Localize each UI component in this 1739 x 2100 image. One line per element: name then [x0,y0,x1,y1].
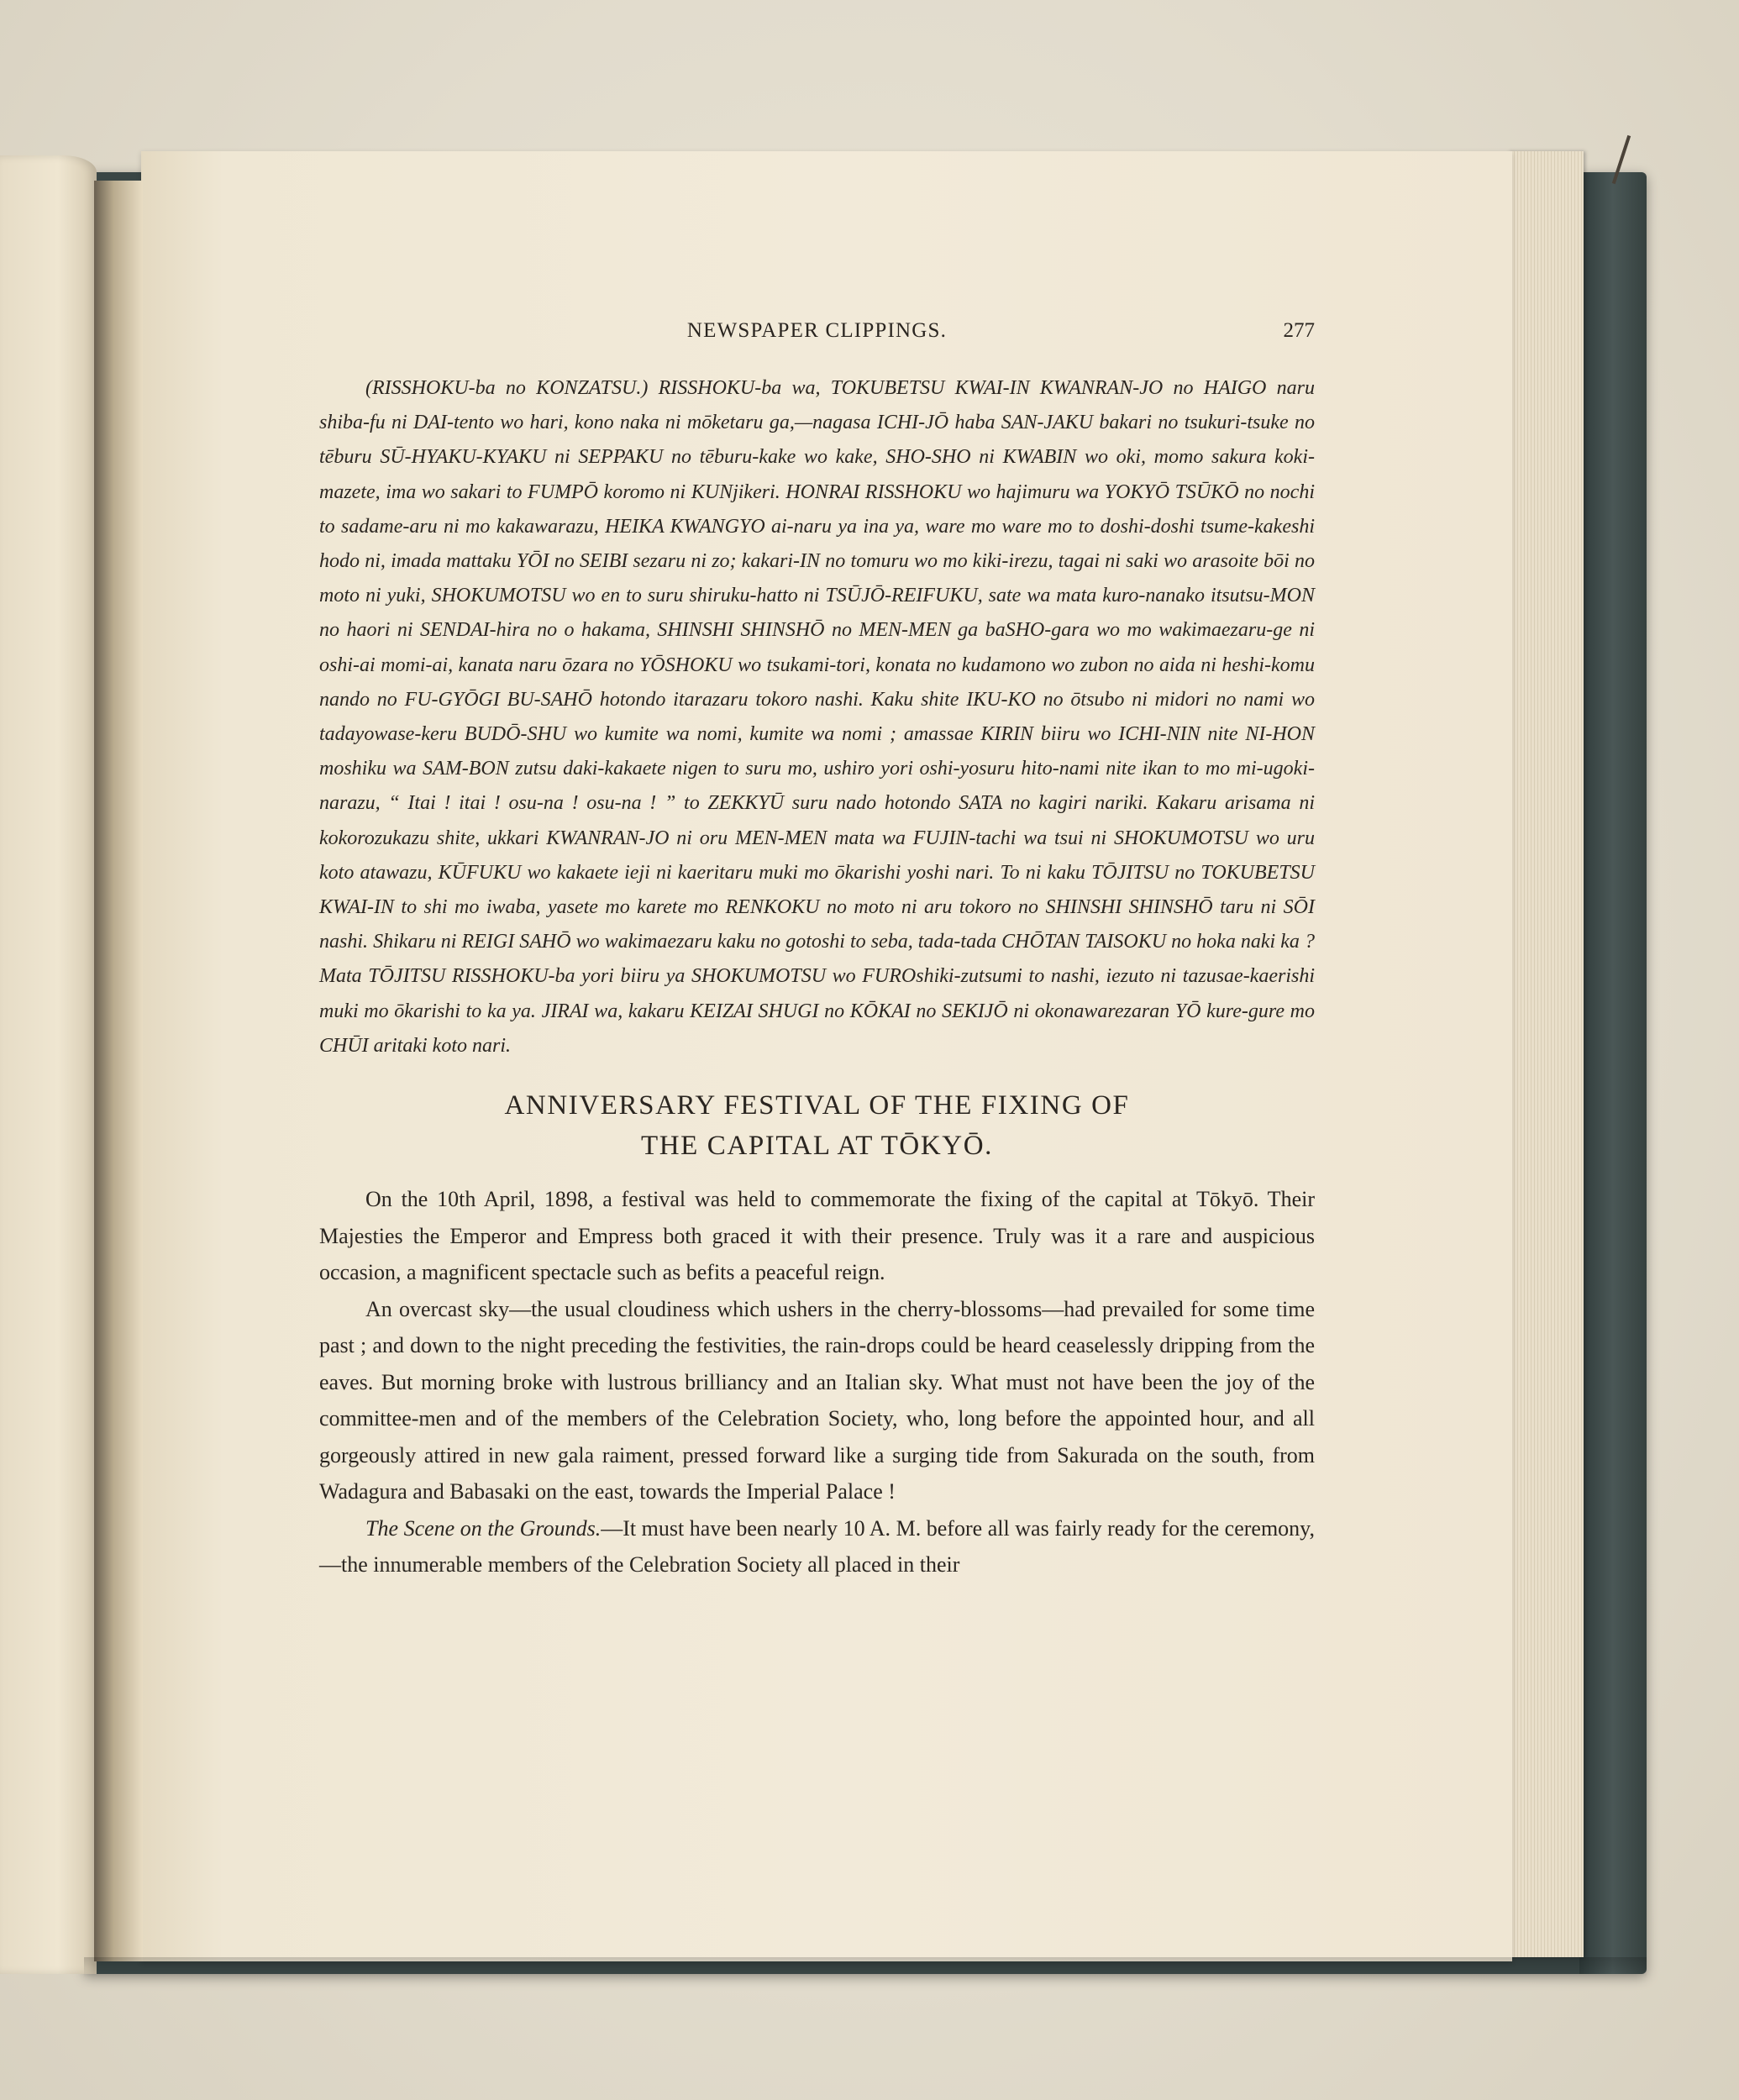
body-paragraph-3-text: —It must have been nearly 10 A. M. before all was fairly ready for the ceremony,—the innumerable members of the Celebration Society all placed in their [319,1515,1315,1578]
page-block-edges [1508,151,1584,1957]
section-heading-line-2: THE CAPITAL AT TŌKYŌ. [640,1131,993,1162]
section-heading-line-1: ANNIVERSARY FESTIVAL OF THE FIXING OF [504,1090,1130,1121]
romaji-paragraph: (RISSHOKU-ba no KONZATSU.) RISSHOKU-ba wa, TOKUBETSU KWAI-IN KWANRAN-JO no HAIGO naru shiba-fu ni DAI-tento wo hari, kono naka ni mōketaru ga,—nagasa ICHI-JŌ haba SAN-JAKU bakari no tsukuri-tsuke no tēburu SŪ-HYAKU-KYAKU ni SEPPAKU no tēburu-kake wo kake, SHO-SHO ni KWABIN wo oki, momo sakura koki-mazete, ima wo sakari to FUMPŌ koromo ni KUNjikeri. HONRAI RISSHOKU wo hajimuru wa YOKYŌ TSŪKŌ no nochi to sadame-aru ni mo kakawarazu, HEIKA KWANGYO ai-naru ya ina ya, ware mo ware mo to doshi-doshi tsume-kakeshi hodo ni, imada mattaku YŌI no SEIBI sezaru ni zo; kakari-IN no tomuru wo mo kiki-irezu, tagai ni saki wo arasoite bōi no moto ni yuki, SHOKUMOTSU wo en to suru shiruku-hatto ni TSŪJŌ-REIFUKU, sate wa mata kuro-nanako itsutsu-MON no haori ni SENDAI-hira no o hakama, SHINSHI SHINSHŌ no MEN-MEN ga baSHO-gara wo mo wakimaezaru-ge ni oshi-ai momi-ai, kanata naru ōzara no YŌSHOKU wo tsukami-tori, konata no kudamono wo zubon no aida ni heshi-komu nando no FU-GYŌGI BU-SAHŌ hotondo itarazaru tokoro nashi. Kaku shite IKU-KO no ōtsubo ni midori no nami wo tadayowase-keru BUDŌ-SHU wo kumite wa nomi, kumite wa nomi ; amassae KIRIN biiru wo ICHI-NIN nite NI-HON moshiku wa SAM-BON zutsu daki-kakaete nigen to suru mo, ushiro yori oshi-yosuru hito-nami nite ikan to mo mi-ugoki-narazu, “ Itai ! itai ! osu-na ! osu-na ! ” to ZEKKYŪ suru nado hotondo SATA no kagiri nariki. Kakaru arisama ni kokorozukazu shite, ukkari KWANRAN-JO ni oru MEN-MEN mata wa FUJIN-tachi wa tsui ni SHOKUMOTSU wo uru koto atawazu, KŪFUKU wo kakaete ieji ni kaeritaru muki mo ōkarishi yoshi nari. To ni kaku TŌJITSU no TOKUBETSU KWAI-IN to shi mo iwaba, yasete mo karete mo RENKOKU no moto ni aru tokoro no SHINSHI SHINSHŌ taru ni SŌI nashi. Shikaru ni REIGI SAHŌ wo wakimaezaru kaku no gotoshi to seba, tada-tada CHŌTAN TAISOKU no hoka naki ka ? Mata TŌJITSU RISSHOKU-ba yori biiru ya SHOKUMOTSU wo FUROshiki-zutsumi to nashi, iezuto ni tazusae-kaerishi muki mo ōkarishi to ka ya. JIRAI wa, kakaru KEIZAI SHUGI no KŌKAI no SEKIJŌ ni okonawarezaran YŌ kure-gure mo CHŪI aritaki koto nari. [319,377,1315,1057]
running-title: NEWSPAPER CLIPPINGS. [686,319,948,342]
article-body [319,1181,1315,1583]
page-number: 277 [1283,319,1315,342]
romaji-clipping [319,371,1315,1063]
book-shadow [84,1957,1647,1977]
body-paragraph-3 [319,1510,1315,1583]
body-paragraph-1: On the 10th April, 1898, a festival was held to commemorate the fixing of the capital at Tōkyō. Their Majesties the Emperor and Empress both graced it with their presence. Truly was it a rare and auspicious occasion, a magnificent spectacle such as befits a peaceful reign. [319,1187,1315,1285]
run-in-heading: The Scene on the Grounds. [365,1515,602,1541]
body-paragraph-2: An overcast sky—the usual cloudiness which ushers in the cherry-blossoms—had prevailed for some time past ; and down to the night preceding the festivities, the rain-drops could be heard ceaselessly dripping from the eaves. But morning broke with lustrous brilliancy and an Italian sky. What must not have been the joy of the committee-men and of the members of the Celebration Society, who, long before the appointed hour, and all gorgeously attired in new gala raiment, pressed forward like a surging tide from Sakurada on the south, from Wadagura and Babasaki on the east, towards the Imperial Palace ! [319,1296,1315,1504]
book-spine-edge [1579,172,1647,1974]
page-content [319,311,1315,1583]
facing-page-left [0,155,97,1974]
book-gutter [94,181,143,1961]
running-head [319,311,1315,353]
section-heading [319,1085,1315,1166]
